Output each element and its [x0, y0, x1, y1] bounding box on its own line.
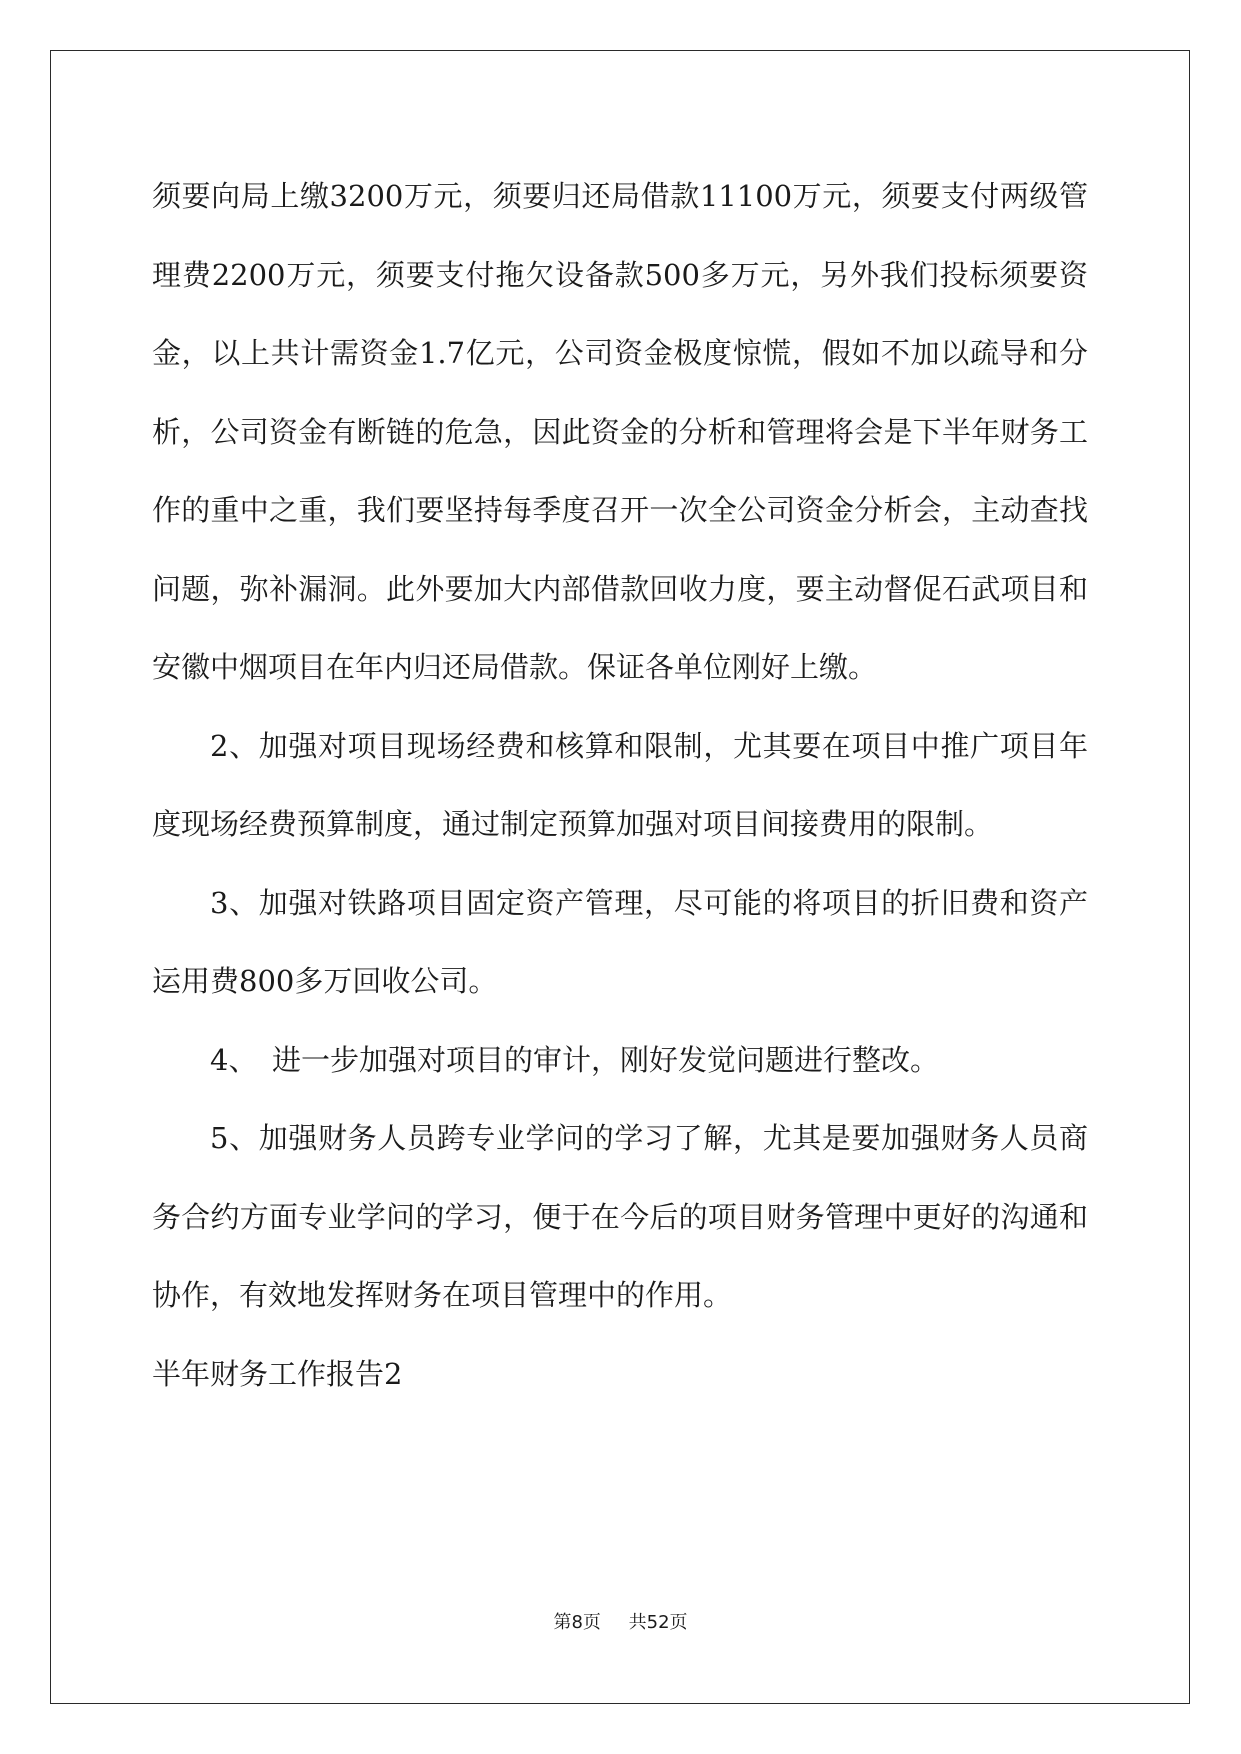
- paragraph-item-4: 4、 进一步加强对项目的审计，刚好发觉问题进行整改。: [210, 1042, 939, 1077]
- page-number: 第8页: [553, 1612, 601, 1633]
- paragraph-item-3: 3、加强对铁路项目固定资产管理，尽可能的将项目的折旧费和资产运用费800多万回收公司。: [152, 885, 1088, 998]
- page-total: 共52页: [628, 1612, 688, 1633]
- paragraph-item-2: 2、加强对项目现场经费和核算和限制，尤其要在项目中推广项目年度现场经费预算制度，通过制定预算加强对项目间接费用的限制。: [152, 728, 1088, 841]
- paragraph-continued: 须要向局上缴3200万元，须要归还局借款11100万元，须要支付两级管理费2200万元，须要支付拖欠设备款500多万元，另外我们投标须要资金，以上共计需资金1.7亿元，公司资金极度惊慌，假如不加以疏导和分析，公司资金有断链的危急，因此资金的分析和管理将会是下半年财务工作的重中之重，我们要坚持每季度召开一次全公司资金分析会，主动查找问题，弥补漏洞。此外要加大内部借款回收力度，要主动督促石武项目和安徽中烟项目在年内归还局借款。保证各单位刚好上缴。: [152, 179, 1088, 684]
- document-body: [152, 157, 1088, 1413]
- page-footer: [0, 1608, 1241, 1634]
- paragraph-item-5: 5、加强财务人员跨专业学问的学习了解，尤其是要加强财务人员商务合约方面专业学问的学习，便于在今后的项目财务管理中更好的沟通和协作，有效地发挥财务在项目管理中的作用。: [152, 1121, 1088, 1312]
- section-heading: 半年财务工作报告2: [152, 1356, 403, 1391]
